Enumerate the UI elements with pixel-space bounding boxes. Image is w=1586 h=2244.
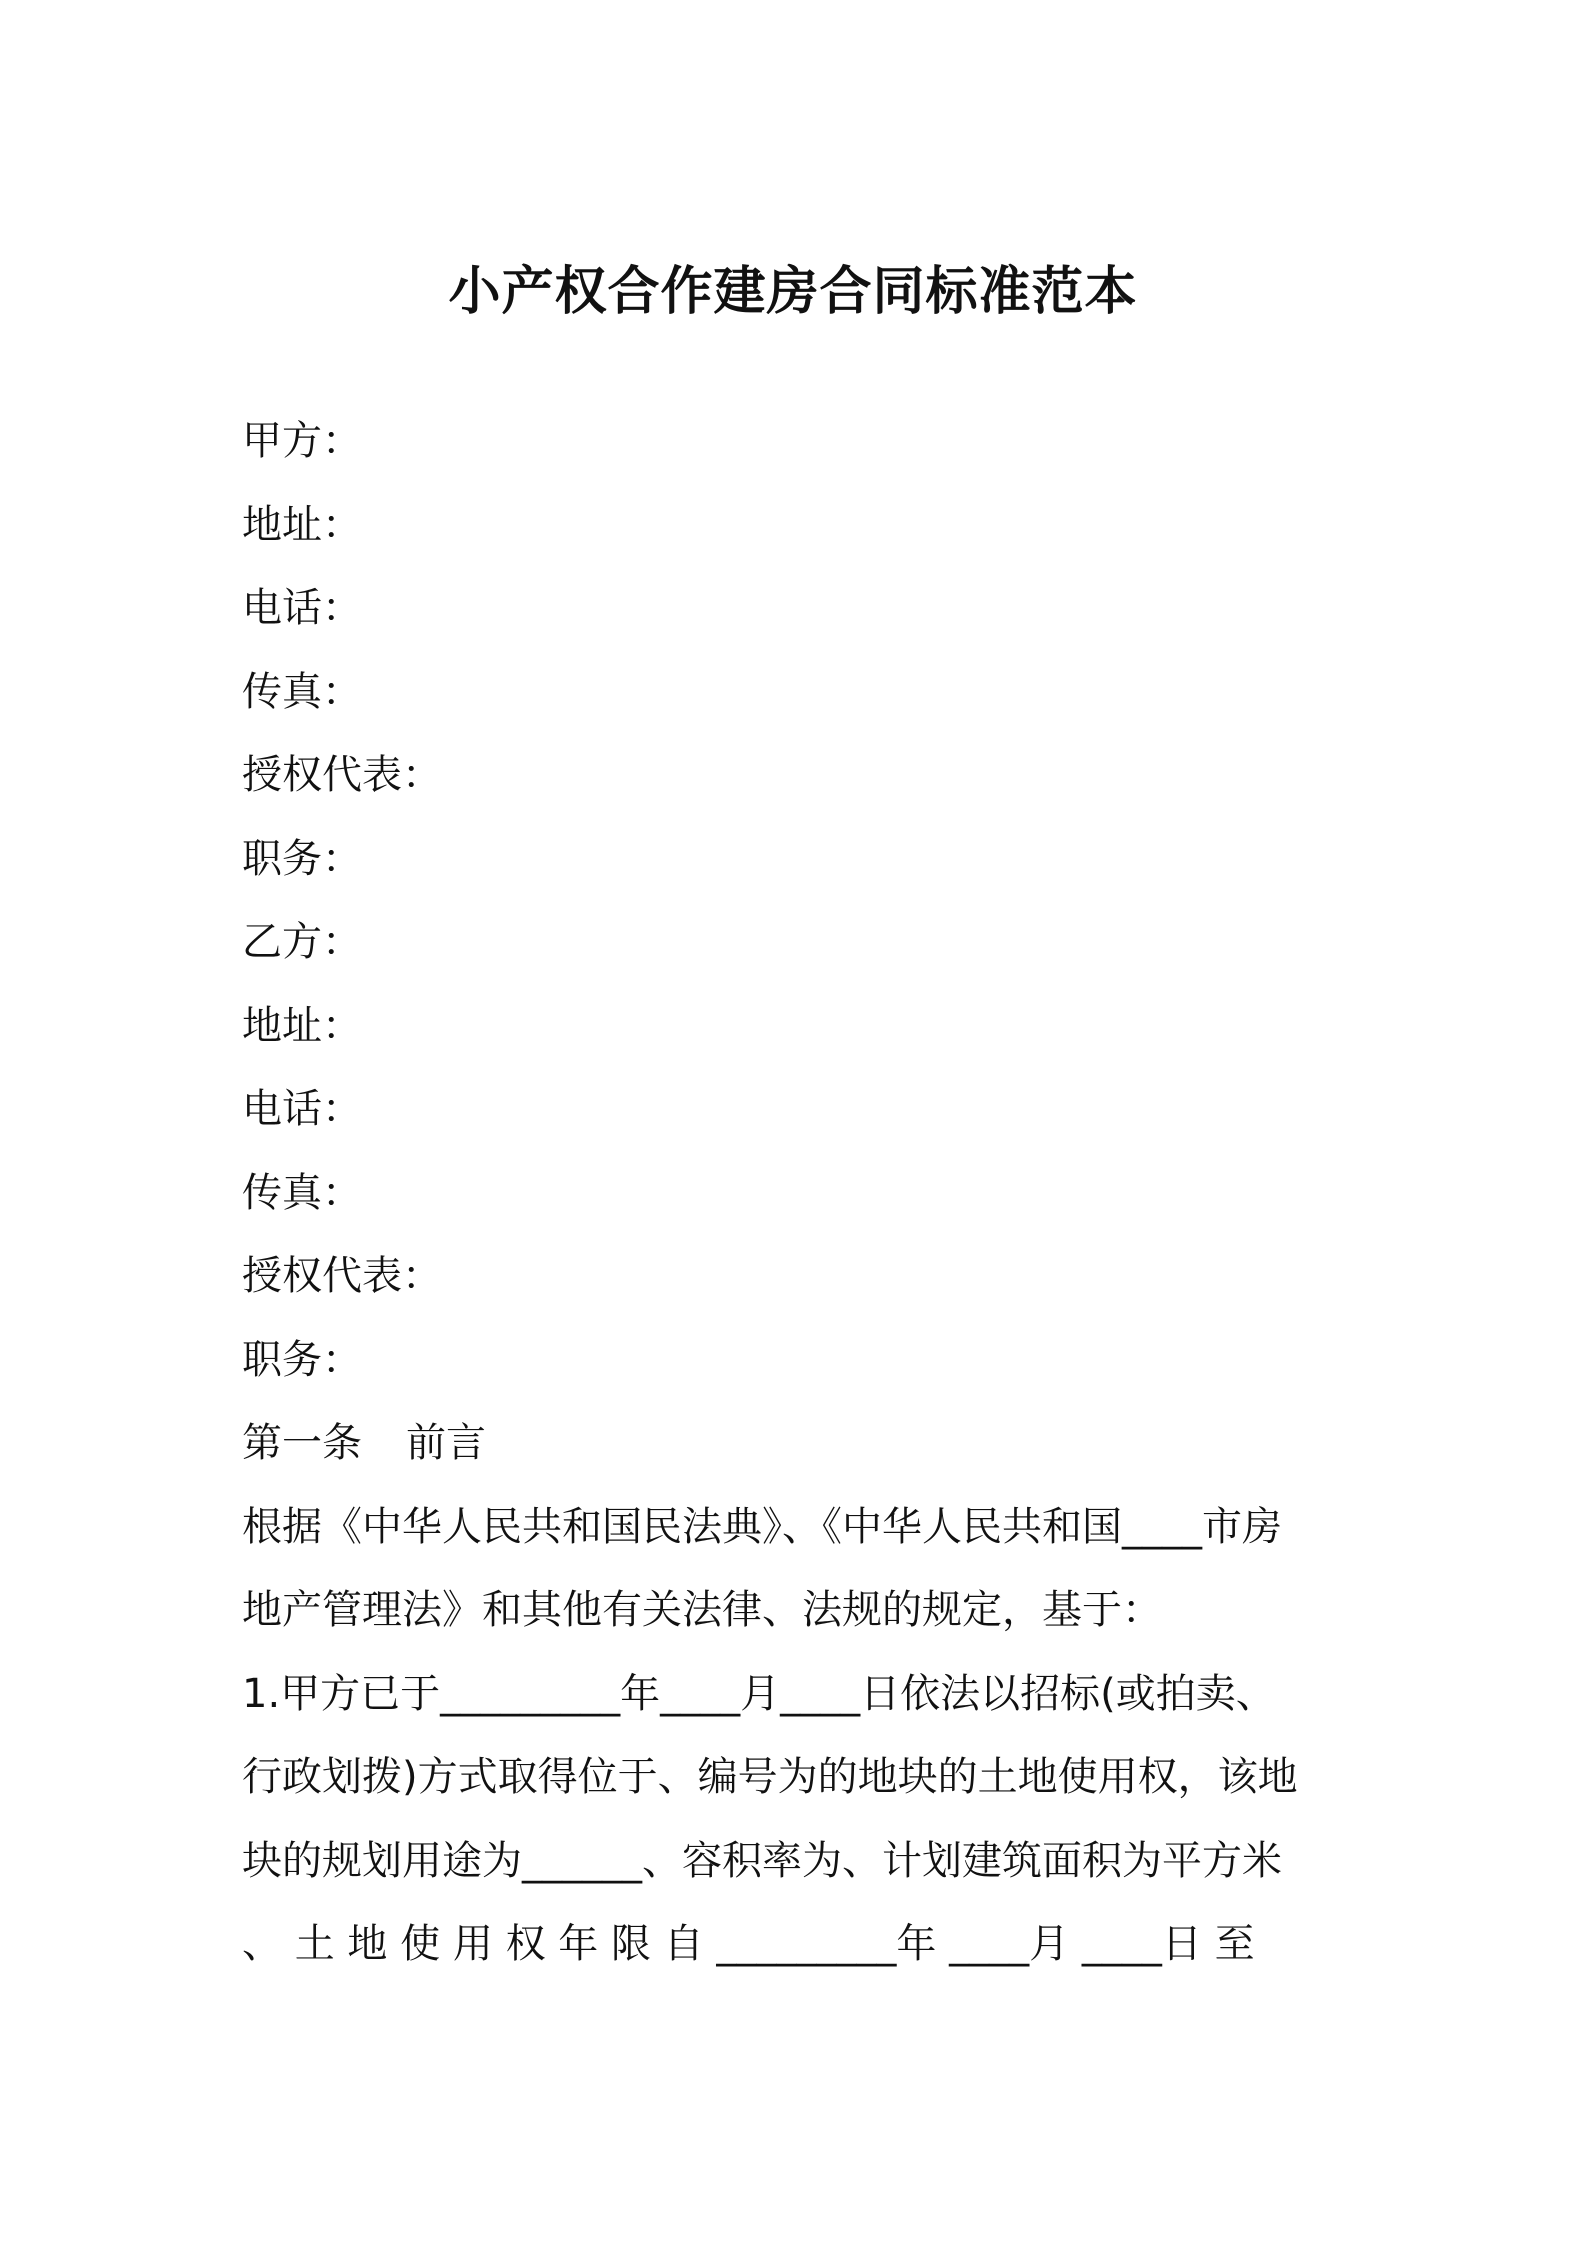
document-body [242,400,1350,1987]
article-1-heading [242,1402,1350,1486]
party-b-fax-label: 传真 ： [242,1170,362,1216]
article-1-intro-line-2: 地产管理法》和其他有关法律、法规的规定，基于： [242,1587,1162,1633]
party-b-line [242,901,1350,985]
party-a-phone-line [242,567,1350,651]
document-title: 小产权合作建房合同标准范本 [448,262,1138,322]
clause-1-line-2: 行政划拨)方式取得位于、编号为的地块的土地使用权，该地 [242,1754,1298,1800]
party-b-position-label: 职务 ： [242,1337,362,1383]
party-a-fax-line [242,651,1350,735]
party-a-fax-label: 传真 ： [242,669,362,715]
party-a-address-line [242,484,1350,568]
party-a-phone-label: 电话 ： [242,585,362,631]
clause-1-line-4: 、 土 地 使 用 权 年 限 自 _________年 ____月 ____日 至 [242,1921,1255,1967]
party-b-address-line [242,985,1350,1069]
party-b-phone-label: 电话 ： [242,1086,362,1132]
party-b-fax-line [242,1152,1350,1236]
article-1-name: 前言 [406,1420,486,1466]
party-b-representative-line [242,1235,1350,1319]
article-1-number: 第一条 [242,1420,362,1466]
party-b-phone-line [242,1068,1350,1152]
clause-1-line-1: 1.甲方已于_________年____月____日依法以招标(或拍卖、 [242,1670,1276,1717]
party-b-representative-label: 授权代表 ： [242,1253,442,1299]
party-a-representative-line [242,734,1350,818]
party-a-address-label: 地址 ： [242,502,362,548]
party-a-line [242,400,1350,484]
party-a-position-line [242,818,1350,902]
article-1-intro-line-1: 根据《中华人民共和国民法典》、《中华人民共和国____市房 [242,1503,1282,1550]
party-a-position-label: 职务 ： [242,836,362,882]
party-a-label: 甲方 ： [242,418,362,464]
party-b-address-label: 地址 ： [242,1003,362,1049]
party-b-position-line [242,1319,1350,1403]
clause-1-line-3: 块的规划用途为______、容积率为、计划建筑面积为平方米 [242,1837,1282,1884]
party-b-label: 乙方 ： [242,919,362,965]
party-a-representative-label: 授权代表 ： [242,752,442,798]
